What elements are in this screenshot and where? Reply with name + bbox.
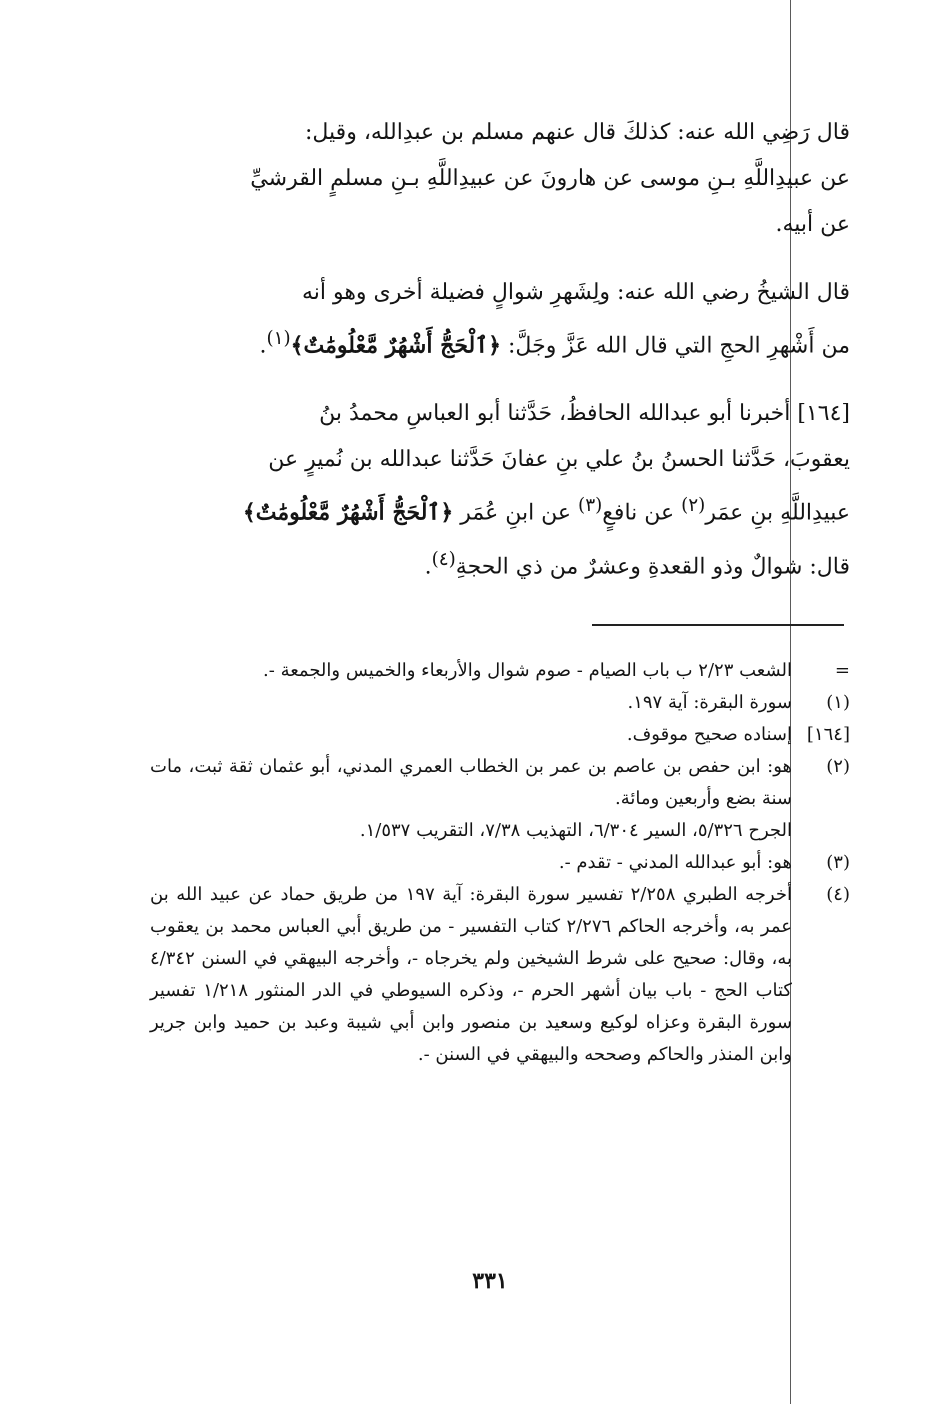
footnote-3 [150,847,850,879]
footnote-2 [150,751,850,847]
page-number: ٣٣١ [472,1268,508,1294]
paragraph-2-text: من أَشْهرِ الحجِ التي قال الله عَزَّ وجَلَّ: [508,333,850,359]
footnote-1-number: (١) [826,692,850,713]
footnote-2-number: (٢) [826,756,850,777]
hadith-line-3 [150,483,850,536]
quran-verse: ﴿ٱلْحَجُّ أَشْهُرٌ مَّعْلُومَٰتٌ﴾ [242,499,454,526]
paragraph-1-line-3: عن أبيه. [775,212,850,237]
hadith-line-1-text: أخبرنا أبو عبدالله الحافظُ، حَدَّثنا أبو العباسِ محمدُ بنُ [319,401,791,427]
hadith-line-4 [150,537,850,590]
paragraph-2-line-2 [150,316,850,369]
footnote-continuation [150,655,850,687]
footnote-2-body [150,751,792,847]
period: . [259,333,267,359]
hadith-number: [١٦٤] [797,401,850,427]
footnote-164-number: [١٦٤] [806,724,850,745]
hadith-line-1 [150,391,850,437]
footnote-ref-4: (٤) [431,548,456,570]
footnote-4 [150,879,850,1071]
paragraph-2-line-1: قال الشيخُ رضي الله عنه: ولِشَهرِ شوالٍ فضيلة أخرى وهو أنه [301,280,850,305]
footnote-4-number: (٤) [826,884,850,905]
footnote-3-number: (٣) [826,852,850,873]
footnote-ref-3: (٣) [578,495,603,517]
footnote-separator [592,624,844,626]
footnote-3-text: هو: أبو عبدالله المدني - تقدم -. [558,852,792,873]
footnotes [150,655,850,1071]
hadith-line-4-text: قال: شوالٌ وذو القعدةِ وعشرٌ من ذي الحجةِ [455,553,850,579]
footnote-continuation-text: الشعب ٢/٢٣ ب باب الصيام - صوم شوال والأربعاء والخميس والجمعة -. [263,660,792,681]
hadith-line-3-c: عن ابنِ عُمَر [460,500,572,526]
footnote-ref-1: (١) [266,328,291,349]
paragraph-1-line-2: عن عبيدِاللَّهِ بـنِ موسى عن هارونَ عن عبيدِاللَّهِ بـنِ مسلمٍ القرشيِّ [250,166,850,191]
hadith-line-3-a: عبيدِاللَّهِ بنِ عمَر [705,500,850,526]
hadith-line-2: يعقوبَ، حَدَّثنا الحسنُ بنُ علي بنِ عفانَ حَدَّثنا عبدالله بن نُميرٍ عن [268,447,850,473]
paragraph-1 [150,110,850,248]
footnote-164 [150,719,850,751]
quran-verse: ﴿ٱلْحَجُّ أَشْهُرٌ مَّعْلُومَٰتٌ﴾ [290,332,502,359]
hadith-164 [150,391,850,590]
footnote-1 [150,687,850,719]
main-text [150,110,850,612]
hadith-line-3-b: عن نافعٍ [602,500,675,526]
footnote-ref-2: (٢) [681,495,706,517]
footnote-2-text: هو: ابن حفص بن عاصم بن عمر بن الخطاب العمري المدني، أبو عثمان ثقة ثبت، مات سنة بضع وأربعين ومائة. [150,756,792,809]
footnote-164-text: إسناده صحيح موقوف. [626,724,792,745]
period: . [424,553,432,579]
footnote-2-sources: الجرح ٥/٣٢٦، السير ٦/٣٠٤، التهذيب ٧/٣٨، التقريب ١/٥٣٧. [359,820,792,841]
paragraph-1-line-1: قال رَضِي الله عنه: كذلكَ قال عنهم مسلم بن عبدِالله، وقيل: [304,120,850,145]
continuation-marker: = [834,660,850,681]
footnote-4-text: أخرجه الطبري ٢/٢٥٨ تفسير سورة البقرة: آية ١٩٧ من طريق حماد عن عبيد الله بن عمر به، وأخرجه الحاكم ٢/٢٧٦ كتاب التفسير - من طريق أبي العباس محمد بن يعقوب به، وقال: صحيح على شرط الشيخين ولم يخرجاه -، وأخرجه البيهقي في السنن ٤/٣٤٢ كتاب الحج - باب بيان أشهر الحرم -، وذكره السيوطي في الدر المنثور ١/٢١٨ تفسير سورة البقرة وعزاه لوكيع وسعيد بن منصور وابن أبي شيبة وعبد بن حميد وابن جرير وابن المنذر والحاكم وصححه والبيهقي في السنن -. [150,884,792,1065]
footnote-1-text: سورة البقرة: آية ١٩٧. [627,692,792,713]
paragraph-2 [150,270,850,369]
